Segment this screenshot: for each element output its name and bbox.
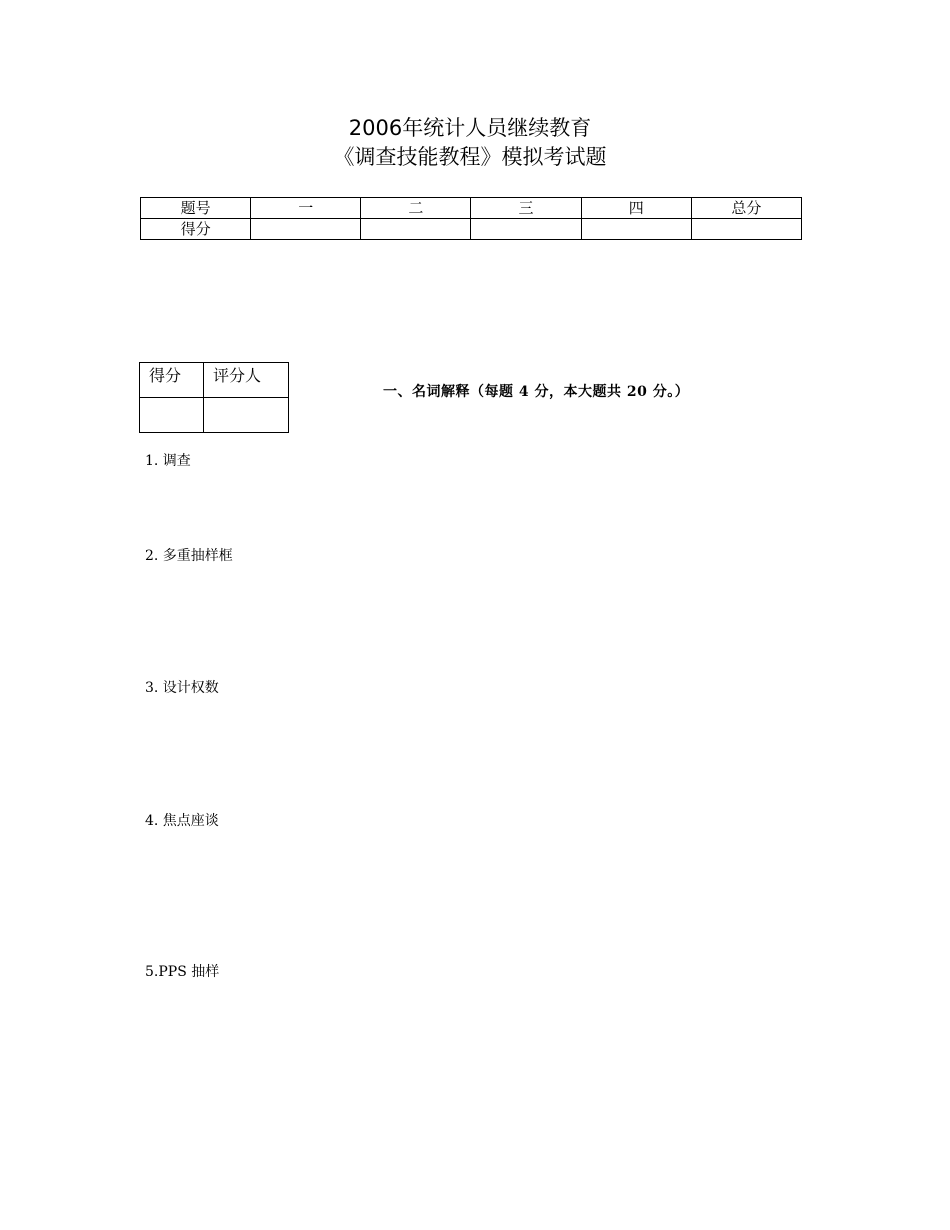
exam-title-line2: 《调查技能教程》模拟考试题 — [333, 145, 607, 169]
grader-name-label: 评分人 — [204, 363, 289, 398]
score-table-header-row — [141, 198, 802, 219]
score-table-header-cell: 四 — [581, 198, 691, 219]
score-table-header-cell: 一 — [251, 198, 361, 219]
exam-title-line1: 2006年统计人员继续教育 — [348, 116, 592, 140]
section-1-heading: 一、名词解释（每题 4 分，本大题共 20 分。） — [383, 384, 690, 400]
score-cell-empty — [581, 219, 691, 240]
question-item: 3. 设计权数 — [145, 680, 219, 696]
score-cell-empty — [361, 219, 471, 240]
question-item: 1. 调查 — [145, 453, 191, 469]
score-table-header-cell: 总分 — [691, 198, 801, 219]
score-cell-empty — [471, 219, 581, 240]
grader-score-label: 得分 — [140, 363, 204, 398]
score-row-label: 得分 — [141, 219, 251, 240]
question-item: 5.PPS 抽样 — [145, 964, 220, 980]
question-item: 2. 多重抽样框 — [145, 548, 233, 564]
score-table-score-row — [141, 219, 802, 240]
grader-box-header-row — [140, 363, 289, 398]
grader-score-cell-empty — [140, 398, 204, 433]
score-table-header-cell: 题号 — [141, 198, 251, 219]
score-cell-empty — [691, 219, 801, 240]
score-table-header-cell: 二 — [361, 198, 471, 219]
score-summary-table — [140, 197, 802, 240]
score-table-header-cell: 三 — [471, 198, 581, 219]
score-cell-empty — [251, 219, 361, 240]
grader-name-cell-empty — [204, 398, 289, 433]
question-item: 4. 焦点座谈 — [145, 813, 219, 829]
grader-box — [139, 362, 289, 433]
grader-box-blank-row — [140, 398, 289, 433]
